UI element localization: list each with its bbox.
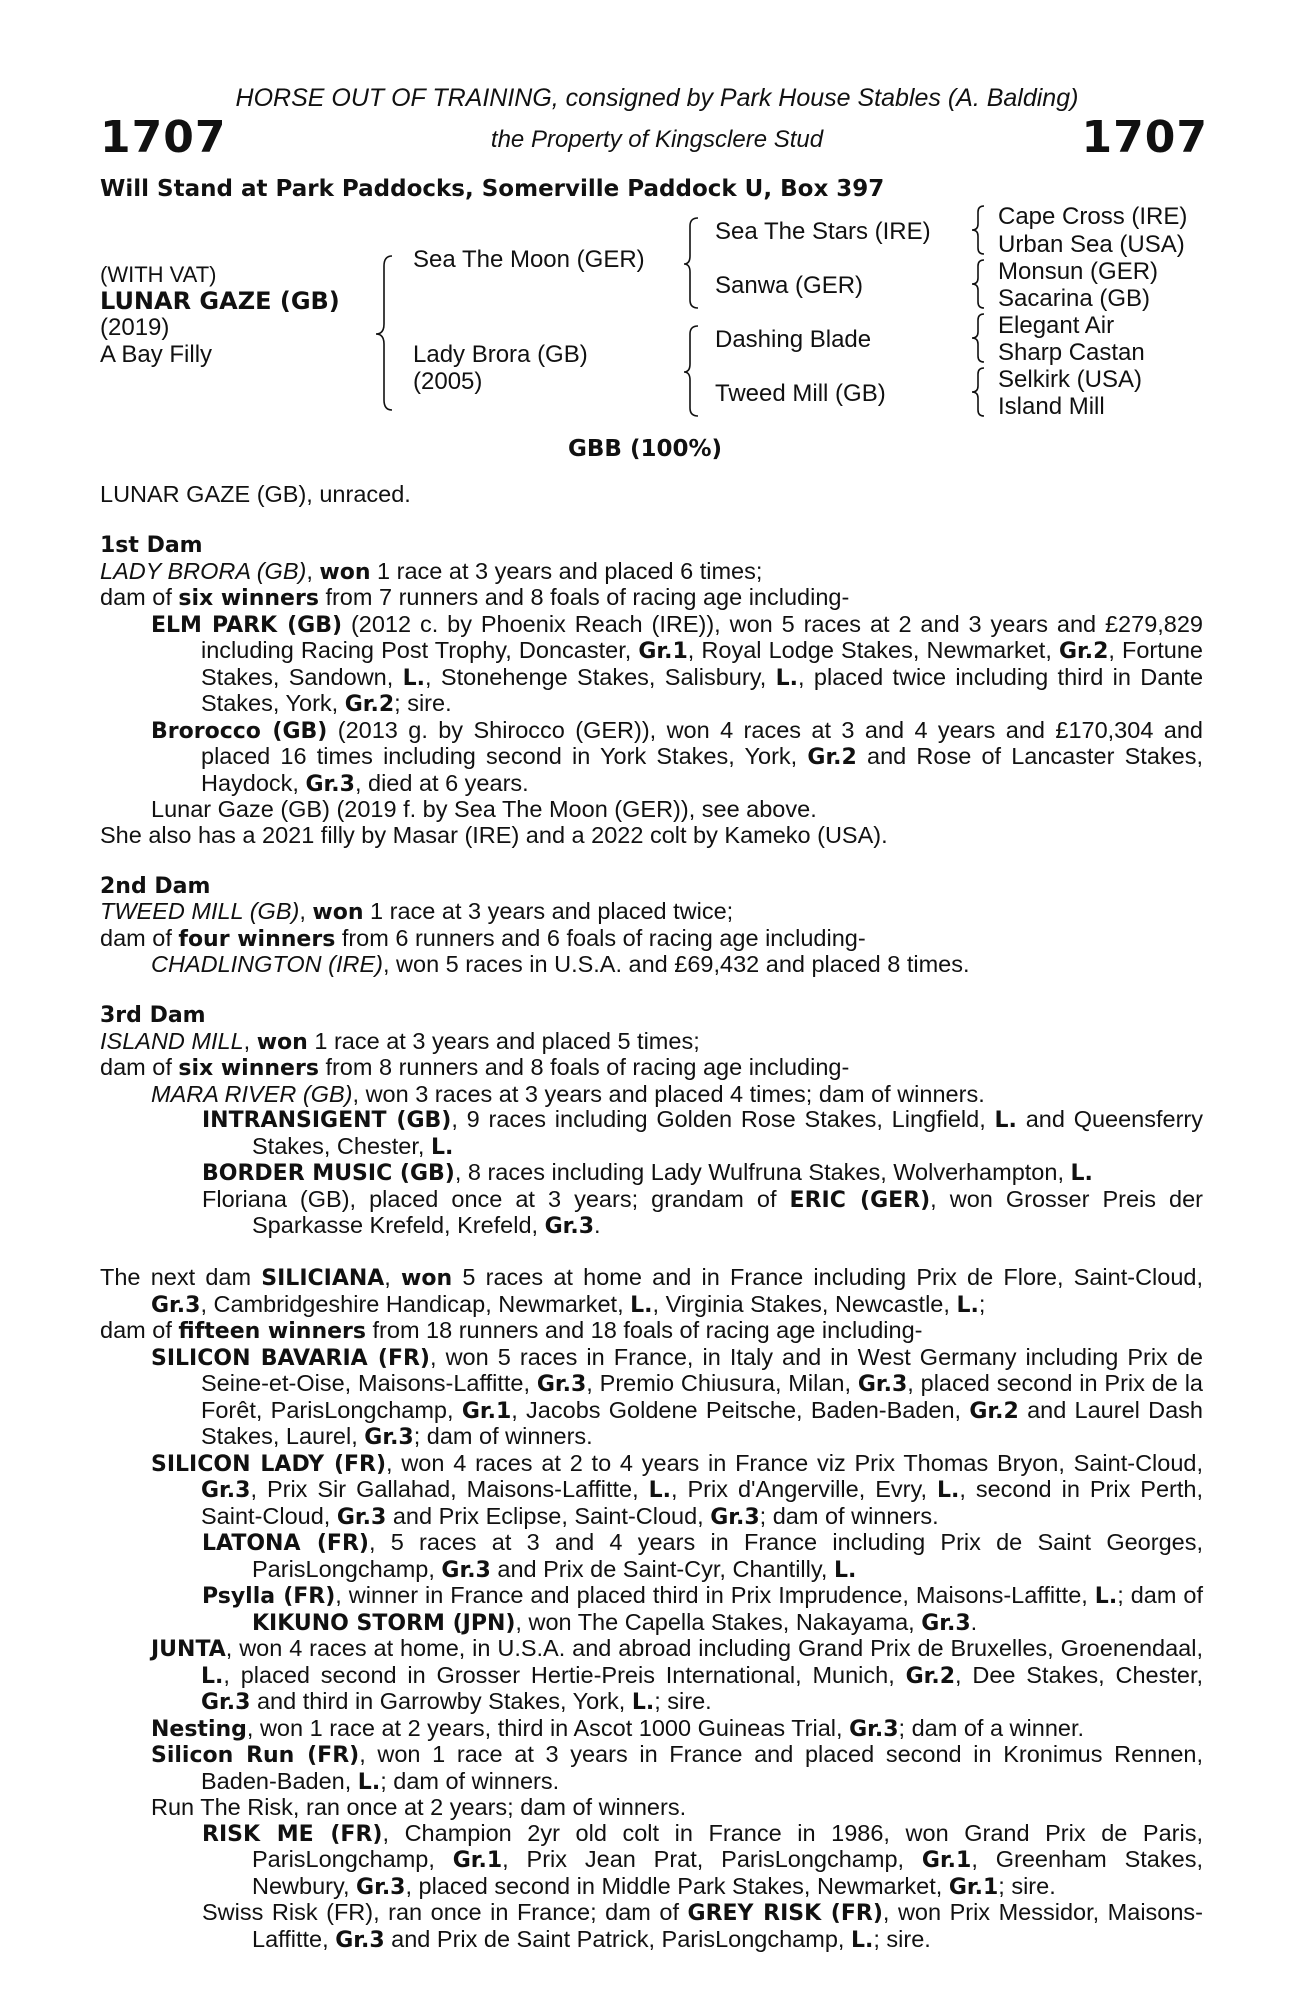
produce-swiss-risk: Swiss Risk (FR), ran once in France; dam of GREY RISK (FR), won Prix Messidor, Maisons-Laffitte, Gr.3 and Prix de Saint Patrick, ParisLongchamp, L.; sire.: [202, 1899, 1204, 1953]
next-dam-line2: dam of fifteen winners from 18 runners and 18 foals of racing age including-: [100, 1317, 923, 1344]
vat-note: (WITH VAT): [100, 262, 217, 287]
pedigree-dam: Lady Brora (GB): [413, 341, 588, 368]
pedigree-dam-year: (2005): [413, 368, 483, 395]
produce-nesting: Nesting, won 1 race at 2 years, third in Ascot 1000 Guineas Trial, Gr.3; dam of a winner.: [151, 1714, 1085, 1742]
produce-junta: JUNTA, won 4 races at home, in U.S.A. and abroad including Grand Prix de Bruxelles, Groenendaal, L., placed second in Grosser Hertie-Preis International, Munich, Gr.2, Dee Stakes, Chester, Gr.3 and third in Garrowby Stakes, York, L.; sire.: [151, 1635, 1203, 1715]
produce-latona: LATONA (FR), 5 races at 3 and 4 years in France including Prix de Saint Georges, ParisLongchamp, Gr.3 and Prix de Saint-Cyr, Chantilly, L.: [202, 1529, 1203, 1583]
produce-risk-me: RISK ME (FR), Champion 2yr old colt in France in 1986, won Grand Prix de Paris, ParisLongchamp, Gr.1, Prix Jean Prat, ParisLongchamp, Gr.1, Greenham Stakes, Newbury, Gr.3, placed second in Middle Park Stakes, Newmarket, Gr.1; sire.: [202, 1819, 1203, 1900]
pedigree-sire-dam: Sanwa (GER): [715, 272, 864, 299]
produce-lunar-gaze: Lunar Gaze (GB) (2019 f. by Sea The Moon (GER)), see above.: [151, 796, 817, 822]
pedigree-dam-dam: Tweed Mill (GB): [715, 380, 886, 407]
second-dam-line2: dam of four winners from 6 runners and 6 foals of racing age including-: [100, 924, 866, 952]
first-dam-heading: 1st Dam: [100, 533, 203, 558]
produce-chadlington: CHADLINGTON (IRE), won 5 races in U.S.A. and £69,432 and placed 8 times.: [151, 951, 970, 977]
second-dam-line1: TWEED MILL (GB), won 1 race at 3 years and placed twice;: [100, 898, 734, 925]
intro-line: LUNAR GAZE (GB), unraced.: [100, 481, 411, 507]
produce-elm-park: ELM PARK (GB) (2012 c. by Phoenix Reach (IRE)), won 5 races at 2 and 3 years and £279,829 including Racing Post Trophy, Doncaster, Gr.1, Royal Lodge Stakes, Newmarket, Gr.2, Fortune Stakes, Sandown, L., Stonehenge Stakes, Salisbury, L., placed twice including third in Dante Stakes, York, Gr.2; sire.: [151, 610, 1204, 717]
foaling-year: (2019): [100, 314, 170, 341]
consignment-line: HORSE OUT OF TRAINING, consigned by Park House Stables (A. Balding): [235, 84, 1079, 112]
pedigree-ddd: Island Mill: [998, 393, 1105, 420]
third-dam-line1: ISLAND MILL, won 1 race at 3 years and placed 5 times;: [100, 1027, 700, 1055]
pedigree-dam-sire: Dashing Blade: [715, 326, 872, 353]
pedigree-braces: [0, 0, 1314, 430]
third-dam-line2: dam of six winners from 8 runners and 8 foals of racing age including-: [100, 1054, 850, 1081]
produce-floriana: Floriana (GB), placed once at 3 years; grandam of ERIC (GER), won Grosser Preis der Sparkasse Krefeld, Krefeld, Gr.3.: [202, 1185, 1203, 1239]
first-dam-line1: LADY BRORA (GB), won 1 race at 3 years and placed 6 times;: [100, 557, 763, 585]
first-dam-also: She also has a 2021 filly by Masar (IRE) and a 2022 colt by Kameko (USA).: [100, 821, 888, 848]
horse-description: A Bay Filly: [100, 341, 213, 368]
pedigree-sire-sire: Sea The Stars (IRE): [715, 218, 931, 245]
produce-silicon-lady: SILICON LADY (FR), won 4 races at 2 to 4 years in France viz Prix Thomas Bryon, Saint-Cloud, Gr.3, Prix Sir Gallahad, Maisons-Laffitte, L., Prix d'Angerville, Evry, L., second in Prix Perth, Saint-Cloud, Gr.3 and Prix Eclipse, Saint-Cloud, Gr.3; dam of winners.: [151, 1449, 1204, 1530]
next-dam-line1: The next dam SILICIANA, won 5 races at home and in France including Prix de Flore, Saint-Cloud, Gr.3, Cambridgeshire Handicap, Newmarket, L., Virginia Stakes, Newcastle, L.;: [100, 1264, 1203, 1318]
property-line: the Property of Kingsclere Stud: [490, 126, 824, 153]
produce-run-the-risk: Run The Risk, ran once at 2 years; dam of winners.: [151, 1794, 687, 1820]
third-dam-heading: 3rd Dam: [100, 1003, 206, 1028]
produce-psylla: Psylla (FR), winner in France and placed third in Prix Imprudence, Maisons-Laffitte, L.; dam of KIKUNO STORM (JPN), won The Capella Stakes, Nakayama, Gr.3.: [202, 1582, 1203, 1636]
second-dam-heading: 2nd Dam: [100, 873, 211, 899]
pedigree-sdd: Sacarina (GB): [998, 285, 1151, 312]
stand-location: Will Stand at Park Paddocks, Somerville Paddock U, Box 397: [100, 176, 885, 202]
produce-silicon-bavaria: SILICON BAVARIA (FR), won 5 races in France, in Italy and in West Germany including Prix de Seine-et-Oise, Maisons-Laffitte, Gr.3, Premio Chiusura, Milan, Gr.3, placed second in Prix de la Forêt, ParisLongchamp, Gr.1, Jacobs Goldene Peitsche, Baden-Baden, Gr.2 and Laurel Dash Stakes, Laurel, Gr.3; dam of winners.: [151, 1343, 1204, 1450]
pedigree-dds: Selkirk (USA): [998, 366, 1143, 393]
produce-border-music: BORDER MUSIC (GB), 8 races including Lady Wulfruna Stakes, Wolverhampton, L.: [202, 1159, 1093, 1186]
lot-number-right: 1707: [1081, 112, 1208, 163]
produce-mara-river: MARA RIVER (GB), won 3 races at 3 years and placed 4 times; dam of winners.: [151, 1080, 985, 1107]
pedigree-dss: Elegant Air: [998, 312, 1115, 339]
pedigree-dsd: Sharp Castan: [998, 339, 1145, 366]
produce-intransigent: INTRANSIGENT (GB), 9 races including Golden Rose Stakes, Lingfield, L. and Queensferry Stakes, Chester, L.: [202, 1106, 1203, 1160]
pedigree-sire: Sea The Moon (GER): [413, 246, 645, 273]
first-dam-line2: dam of six winners from 7 runners and 8 foals of racing age including-: [100, 584, 850, 611]
produce-silicon-run: Silicon Run (FR), won 1 race at 3 years in France and placed second in Kronimus Rennen, Baden-Baden, L.; dam of winners.: [151, 1741, 1203, 1795]
catalogue-body: [100, 482, 1203, 1953]
pedigree-sds: Monsun (GER): [998, 258, 1159, 285]
produce-brorocco: Brorocco (GB) (2013 g. by Shirocco (GER)), won 4 races at 3 and 4 years and £170,304 and placed 16 times including second in York Stakes, York, Gr.2 and Rose of Lancaster Stakes, Haydock, Gr.3, died at 6 years.: [151, 716, 1203, 797]
lot-number-left: 1707: [100, 112, 227, 163]
pedigree-ssd: Urban Sea (USA): [998, 231, 1185, 258]
gbb-rating: GBB (100%): [568, 436, 723, 462]
horse-name: LUNAR GAZE (GB): [100, 287, 340, 315]
pedigree-sss: Cape Cross (IRE): [998, 203, 1188, 230]
